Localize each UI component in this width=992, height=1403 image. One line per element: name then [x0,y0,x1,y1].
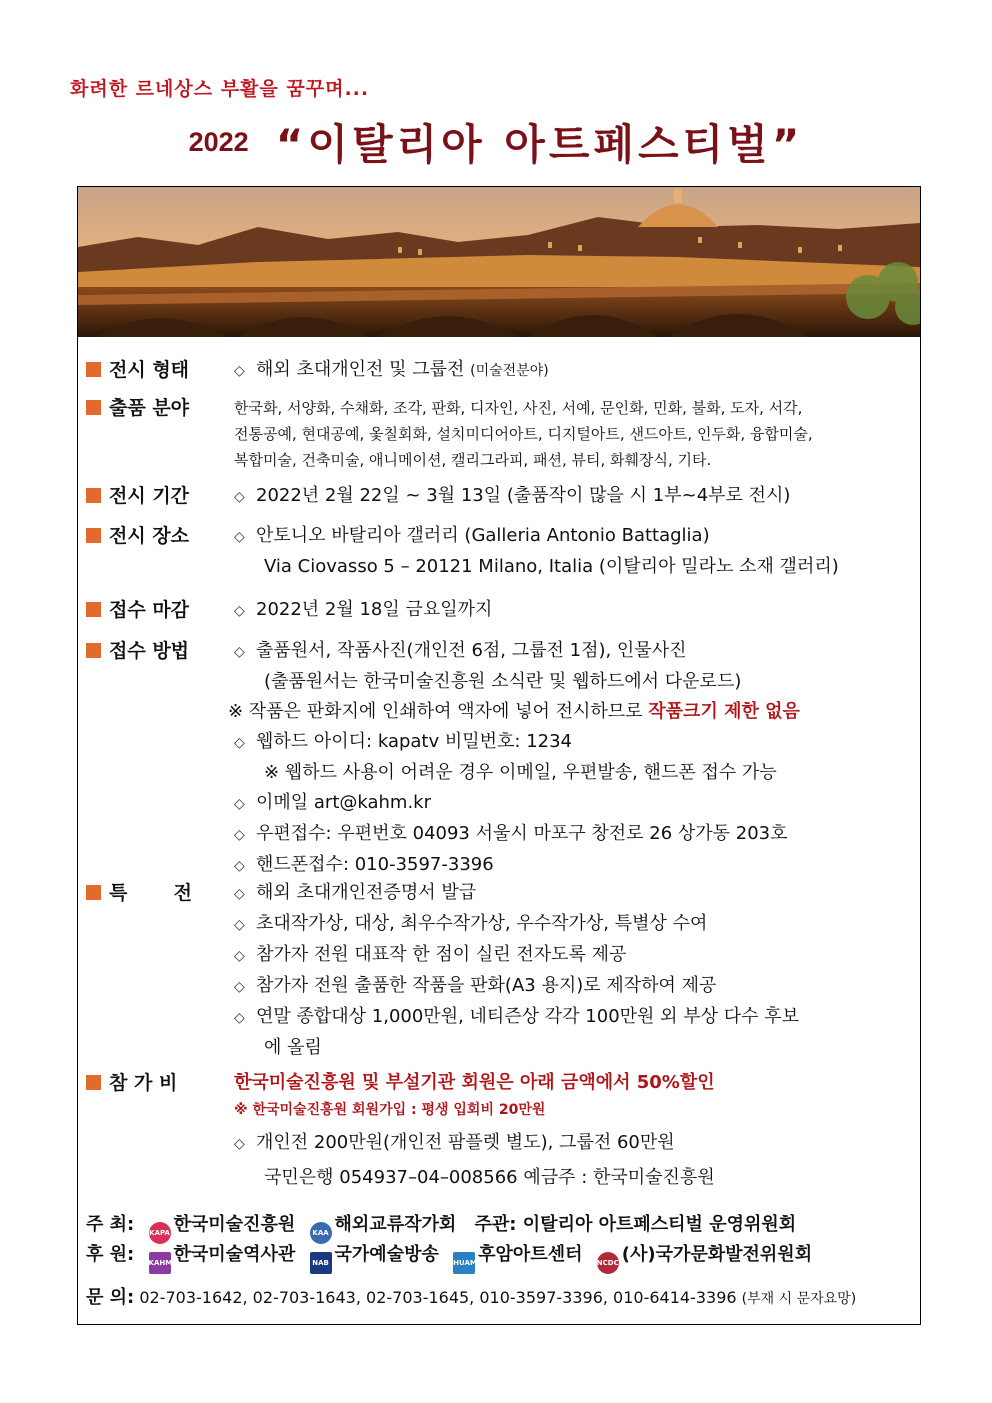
square-bullet-icon [86,400,101,415]
membership-note: ※ 한국미술진흥원 회원가입 : 평생 입회비 20만원 [234,1102,546,1118]
diamond-bullet-icon: ◇ [234,489,245,505]
section-label: 참 가 비 [86,1068,177,1098]
diamond-bullet-icon: ◇ [234,979,245,995]
section-label: 접수 방법 [86,636,189,666]
title-main: “이탈리아 아트페스티벌” [275,120,804,169]
highlight-no-size-limit: 작품크기 제한 없음 [648,701,800,722]
page-title [0,112,992,172]
contact-numbers: 02-703-1642, 02-703-1643, 02-703-1645, 010-3597-3396, 010-6414-3396 [139,1288,737,1307]
diamond-bullet-icon: ◇ [234,827,245,843]
diamond-bullet-icon: ◇ [234,735,245,751]
diamond-bullet-icon: ◇ [234,644,245,660]
diamond-bullet-icon: ◇ [234,529,245,545]
huam-logo-icon: HUAM [453,1252,475,1274]
diamond-bullet-icon: ◇ [234,948,245,964]
square-bullet-icon [86,885,101,900]
title-year: 2022 [188,126,249,157]
diamond-bullet-icon: ◇ [234,858,245,874]
diamond-bullet-icon: ◇ [234,796,245,812]
tagline: 화려한 르네상스 부활을 꿈꾸며... [70,78,370,100]
kahm-logo-icon: KAHM [149,1252,171,1274]
hero-image-rome-bridge [78,187,920,337]
ncdc-logo-icon: NCDC [597,1252,619,1274]
square-bullet-icon [86,488,101,503]
diamond-bullet-icon: ◇ [234,363,245,379]
section-label: 전시 장소 [86,521,189,551]
section-label: 접수 마감 [86,595,189,625]
section-label: 출품 분야 [86,393,189,423]
nab-logo-icon: NAB [310,1252,332,1274]
discount-headline: 한국미술진흥원 및 부설기관 회원은 아래 금액에서 50%할인 [234,1072,715,1093]
section-label: 전시 형태 [86,355,189,385]
square-bullet-icon [86,602,101,617]
kapa-logo-icon: KAPA [149,1222,171,1244]
square-bullet-icon [86,528,101,543]
square-bullet-icon [86,643,101,658]
square-bullet-icon [86,1075,101,1090]
contact-line: 문 의: 02-703-1642, 02-703-1643, 02-703-1645, 010-3597-3396, 010-6414-3396 (부재 시 문자요망) [86,1287,857,1308]
diamond-bullet-icon: ◇ [234,886,245,902]
diamond-bullet-icon: ◇ [234,1010,245,1026]
square-bullet-icon [86,362,101,377]
section-label: 특 전 [86,878,192,908]
diamond-bullet-icon: ◇ [234,1136,245,1152]
kaa-logo-icon: KAA [310,1222,332,1244]
section-label: 전시 기간 [86,481,189,511]
support-line: 후 원: KAHM한국미술역사관 NAB 국가예술방송 HUAM후암아트센터 NCDC (사)국가문화발전위원회 [86,1240,812,1274]
diamond-bullet-icon: ◇ [234,917,245,933]
diamond-bullet-icon: ◇ [234,603,245,619]
host-line: 주 최: KAPA 한국미술진흥원 KAA 해외교류작가회 주관: 이탈리아 아트페스티벌 운영위원회 [86,1210,796,1244]
